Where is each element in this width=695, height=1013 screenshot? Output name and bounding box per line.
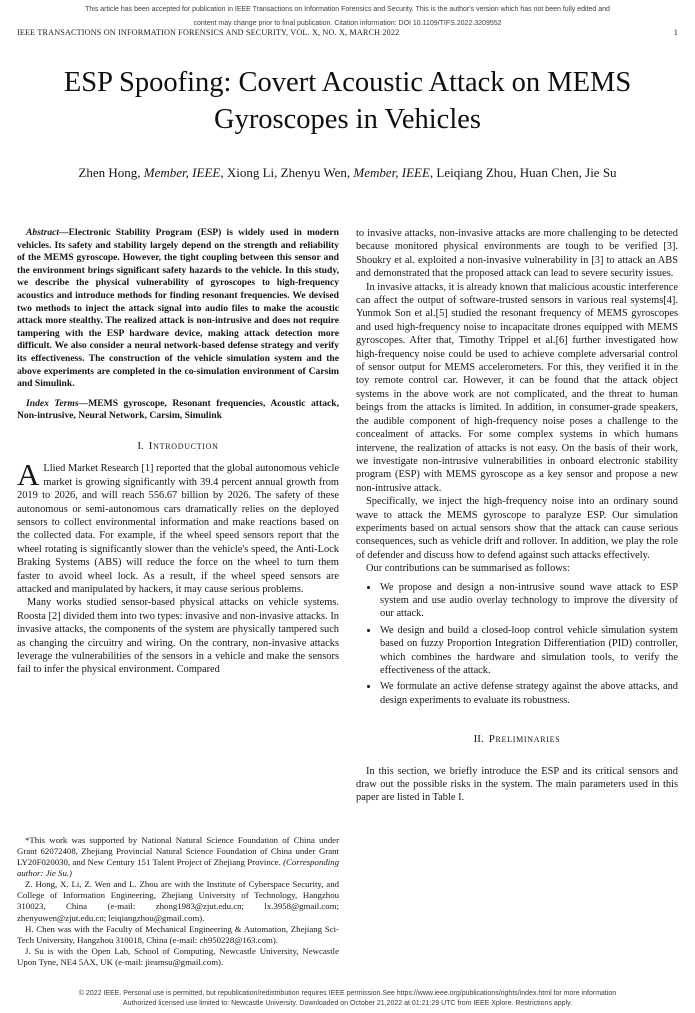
author-names: Zhen Hong,: [78, 165, 144, 180]
abstract-paragraph: [17, 227, 339, 391]
index-terms-label: Index Terms—: [26, 397, 89, 409]
contribution-item: [379, 624, 678, 678]
left-column: [17, 227, 339, 968]
footnote-funding-text: *This work was supported by National Natural Science Foundation of China under Grant 62072408, Zhejiang Provincial Natural Science Foundation of China under Grant LY20F020030, and New Century 151 Talent Project of Zhejiang Province.: [17, 834, 339, 868]
body-paragraph-continuation: to invasive attacks, non-invasive attacks are more challenging to be detected because monitored physical environments are tough to be verified [3]. Shoukry et al. exploited a non-invasive vulnerability in [3] to attack an ABS and demonstrated that the proposed attack can lead to severe security issues.: [356, 228, 678, 280]
author-membership: Member, IEEE: [143, 165, 221, 180]
contribution-item: [379, 680, 678, 707]
contribution-item: [379, 581, 678, 621]
contributions-list: [356, 581, 678, 708]
footnote-funding: [17, 835, 339, 879]
footnote-affiliation-3: J. Su is with the Open Lab, School of Computing, Newcastle University, Newcastle Upon Tyne, NE4 5AX, UK (e-mail: jieamsu@gmail.com).: [17, 945, 339, 967]
author-names: , Xiong Li, Zhenyu Wen,: [220, 165, 354, 180]
acceptance-notice-line1: This article has been accepted for publication in IEEE Transactions on Information Forensics and Security. This is the author's version which has not been fully edited and: [85, 6, 610, 13]
author-membership: Member, IEEE: [353, 165, 430, 180]
page-number: 1: [673, 28, 678, 37]
contribution-item-text: We design and build a closed-loop control vehicle simulation system based on fuzzy Proportion Integration Differentiation (PID) controller, which combines the hardware and simulation tools, to verify the effectiveness of the attack.: [380, 624, 678, 676]
author-names: , Leiqiang Zhou, Huan Chen, Jie Su: [429, 165, 617, 180]
section-heading-introduction: [17, 440, 339, 453]
footnote-block: [17, 835, 339, 968]
license-line: Authorized licensed use limited to: Newcastle University. Downloaded on October 21,2022 at 01:21:29 UTC from IEEE Xplore. Restrictions apply.: [122, 999, 573, 1007]
right-column: [356, 227, 678, 968]
contribution-item-text: We formulate an active defense strategy against the above attacks, and design experiments to evaluate its robustness.: [380, 681, 678, 706]
footnote-affiliation-2: H. Chen was with the Faculty of Mechanical Engineering & Automation, Zhejiang Sci-Tech University, Hangzhou 310018, China (e-mail: ch950228@163.com).: [17, 923, 339, 945]
intro-paragraph-1: [17, 457, 339, 596]
section-number: II.: [473, 733, 484, 746]
contribution-item-text: We propose and design a non-intrusive sound wave attack to ESP system and use audio overlay technology to improve the diversity of our attack.: [380, 581, 678, 620]
copyright-footer: [4, 989, 691, 1008]
acceptance-notice-line2: content may change prior to final publication. Citation information: DOI 10.1109/TIFS.2022.3209552: [193, 19, 502, 27]
body-paragraph-specifically: Specifically, we inject the high-frequency noise into an ordinary sound wave to attack the MEMS gyroscope to paralyze ESP. Our simulation experiments based on actual sensors show that the attack can cause serious consequences, such as vehicle drift and rollover. In addition, we play the role of defender and discuss how to defend against such attacks effectively.: [356, 496, 678, 561]
drop-cap: A: [17, 457, 40, 493]
contributions-lead-in: Our contributions can be summarised as follows:: [366, 563, 570, 575]
abstract-label: Abstract—: [26, 227, 69, 238]
running-header: [17, 28, 678, 37]
index-terms-text: MEMS gyroscope, Resonant frequencies, Acoustic attack, Non-intrusive, Neural Network, Carsim, Simulink: [17, 397, 339, 422]
body-paragraph-invasive-attacks: In invasive attacks, it is already known that malicious acoustic interference can affect the output of software-trusted sensors in various real systems[4]. Yunmok Son et al.[5] studied the resonant frequency of MEMS gyroscopes and used high-frequency noise to incapacitate drones equipped with MEMS gyroscopes. After that, Timothy Trippel et al.[6] further investigated how high-frequency noise could be used to achieve complete adversarial control of sensor output for MEMS accelerometers. For this, they verified it in the toy remote control car. However, it can be found that the attack object systems in the above work are not complicated, and the threat to human beings from the attacks is limited. In addition, in consumer-grade speakers, the audible component of high-frequency noise poses a challenge to the concealment of attacks. For some complex systems in which humans intervene, the realization of attacks is not easy. On the basis of their work, we investigate non-intrusive vulnerabilities in onboard electronic stability program (ESP) with MEMS gyroscope as a key sensor and propose a new non-intrusive attack.: [356, 281, 678, 494]
paper-title-line2: Gyroscopes in Vehicles: [213, 104, 481, 135]
preliminaries-paragraph: In this section, we briefly introduce the ESP and its critical sensors and draw out the possible risks in the system. The main parameters used in this paper are listed in Table I.: [356, 765, 678, 804]
section-heading-preliminaries: [356, 733, 678, 746]
intro-paragraph-1-text: Llied Market Research [1] reported that the global autonomous vehicle market is growing significantly with 39.4 percent annual growth from 2019 to 2026, and will reach 556.67 billion by 2026. The safety of these autonomous or semi-autonomous cars dramatically relies on the deployed sensors to collect environmental information and make reactions based on the collected data. For example, if the wheel speed sensors report that the wheel rotating is significantly slower than the vehicle's speed, the Anti-Lock Braking Systems (ABS) will reduce the force on the wheel to turn them faster to avoid wheel lock. As a result, if the wheel speed sensors are attacked and manipulated by hackers, it may cause serious problems.: [17, 463, 339, 595]
author-line: [10, 165, 685, 181]
index-terms-paragraph: [17, 398, 339, 423]
copyright-line: © 2022 IEEE. Personal use is permitted, but republication/redistribution requires IEEE permission.See https://www.ieee.org/publications/rights/index.html for more information: [78, 990, 617, 997]
section-title: Preliminaries: [488, 733, 561, 746]
section-title: Introduction: [148, 439, 219, 452]
acceptance-notice: [6, 3, 689, 30]
abstract-text: Electronic Stability Program (ESP) is widely used in modern vehicles. Its safety and stability largely depend on the strength and reliability of the MEMS gyroscope. However, the tight coupling between this sensor and the environment brings significant safety hazards to the vehicle. In this study, we describe the physical vulnerability of gyroscopes to high-frequency acoustics and introduce methods for finding resonant frequencies. We devised two methods to inject the attack signal into audio files to make the acoustic attack more stealthy. The realized attack is non-intrusive and does not require tampering with the ESP hardware device, making attack detection more difficult. We also consider a neural network-based defense strategy and verify its effectiveness. The construction of the vehicle simulation system and the above experiments are completed in the co-simulation environment of Carsim and Simulink.: [17, 227, 339, 390]
footnote-affiliation-1: Z. Hong, X. Li, Z. Wen and L. Zhou are with the Institute of Cyberspace Security, and College of Information Engineering, Zhejiang University of Technology, Hangzhou 310023, China (e-mail: zhong1983@zjut.edu.cn; lx.3958@gmail.com; zhenyuwen@zjut.edu.cn; leiqiangzhou@gmail.com).: [17, 879, 339, 923]
section-number: I.: [137, 439, 144, 452]
journal-header-text: IEEE TRANSACTIONS ON INFORMATION FORENSICS AND SECURITY, VOL. X, NO. X, MARCH 2022: [17, 28, 400, 37]
intro-paragraph-2: Many works studied sensor-based physical attacks on vehicle systems. Roosta [2] divided them into two types: invasive and non-invasive attacks. In invasive attacks, the components of the system are physically tampered such as changing the circuitry and wiring. On the contrary, non-invasive attacks leverage the vulnerabilities of the sensors in a vehicle and make the sensors fail to infer the physical environment. Compared: [17, 597, 339, 676]
paper-title: [30, 64, 665, 138]
paper-title-line1: ESP Spoofing: Covert Acoustic Attack on MEMS: [63, 67, 632, 98]
corresponding-author-note: (Corresponding author: Jie Su.): [17, 857, 339, 879]
